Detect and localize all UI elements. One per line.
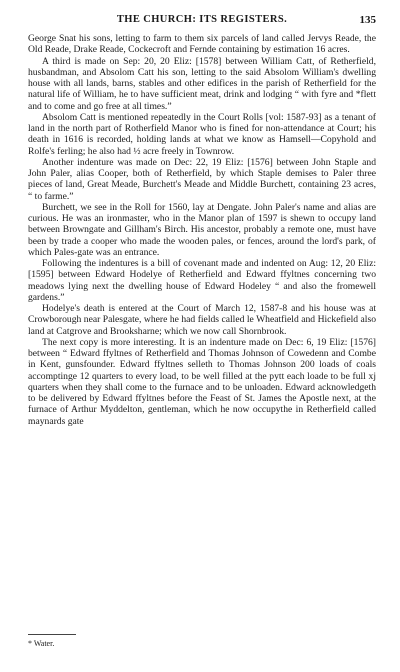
paragraph: Burchett, we see in the Roll for 1560, lay at Dengate. John Paler's name and alias are curious. He was an ironmaster, who in the Manor plan of 1597 is shewn to occupy land between Browngate and Gillham's Birch. His ancestor, probably a remote one, must have been by trade a cooper who made the wooden pales, or fences, around the lord's park, of which Pales-gate was an entrance. [28,201,376,258]
page-number: 135 [359,14,376,26]
paragraph: Absolom Catt is mentioned repeatedly in the Court Rolls [vol: 1587-93] as a tenant of land in the north part of Rotherfield Manor who is fined for non-attendance at Court; his death in 1616 is recorded, holding lands at what we know as Hamsell—Copyhold and Rolfe's ferling; he also had ½ acre freely in Townrow. [28,111,376,157]
paragraph: Hodelye's death is entered at the Court of March 12, 1587-8 and his house was at Crowborough near Palesgate, where he had fields called le Wheatfield and Hickefield also land at Catgrove and Brooksharne; which we now call Shornbrook. [28,303,376,337]
paragraph: The next copy is more interesting. It is an indenture made on Dec: 6, 19 Eliz: [1576] between “ Edward ffyltnes of Retherfield and Thomas Johnson of Cowedenn and Combe in Kent, gunsfounder. Edward ffyltnes selleth to Thomas Johnson 200 loads of coals accomptinge 12 quarters to every load, to be well filled at the pytt each loade to be full xj quarters when they shall come to the furnace and to be unloaden. Edward acknowledgeth to be delivered by Edward ffyltnes before the Feast of St. James the Apostle next, at the furnace of Arthur Myddelton, gentleman, which he now occupythe in Retherfield called maynards gate [28,336,376,427]
body-text [28,33,376,427]
running-head [28,14,376,28]
paragraph: Following the indentures is a bill of covenant made and indented on Aug: 12, 20 Eliz: [1595] between Edward Hodelye of Retherfield and Edward ffyltnes concerning two meadows lying next the dwelling house of Edward Hodeley “ and also the fromewell gardens.” [28,258,376,303]
paragraph: George Snat his sons, letting to farm to them six parcels of land called Jervys Reade, the Old Reade, Drake Reade, Cockecroft and Fernde containing by estimation 16 acres. [28,33,376,56]
footnote-rule [28,634,76,635]
paragraph: A third is made on Sep: 20, 20 Eliz: [1578] between William Catt, of Retherfield, husbandman, and Absolom Catt his son, letting to the said Absolom William's dwelling house with all lands, barns, stables and other edifices in the parish of Retherfield for the natural life of William, he to have sufficient meat, drink and lodging “ with fyre and *flett and to come and go free at all times.” [28,55,376,112]
running-title: THE CHURCH: ITS REGISTERS. [116,14,288,25]
paragraph: Another indenture was made on Dec: 22, 19 Eliz: [1576] between John Staple and John Paler, alias Cooper, both of Retherfield, by which Staple demises to Paler three pieces of land, Great Meade, Burchett's Meade and Middle Burchett, containing 23 acres, “ to farme.” [28,156,376,202]
footnote: * Water. [28,639,55,648]
